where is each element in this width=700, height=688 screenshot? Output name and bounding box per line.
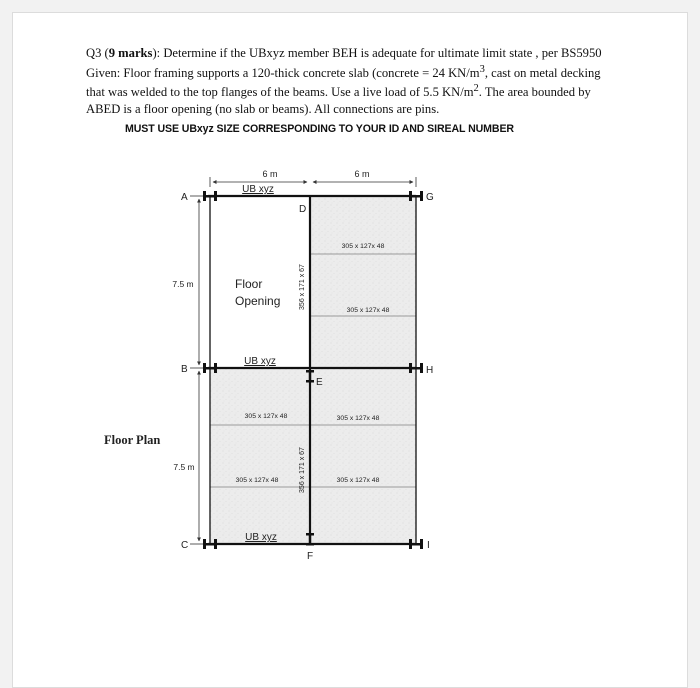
beam-cf-label: UB xyz [245, 532, 277, 543]
question-middle: , cast on metal decking that was welded to the top flanges of the beams. Use a live load of 5.5 KN/m [86, 65, 601, 100]
slab-area-dehg [310, 196, 416, 368]
point-b-label: B [181, 364, 188, 375]
superscript-2: 2 [473, 83, 479, 95]
point-h-label: H [426, 365, 434, 376]
point-f-label: F [307, 551, 314, 562]
joist-label: 305 x 127x 48 [244, 413, 288, 420]
point-c-label: C [181, 540, 189, 551]
point-g-label: G [426, 192, 434, 203]
beam-ad-label: UB xyz [242, 184, 274, 195]
question-number-close: ): [152, 46, 161, 60]
dimension-top-height: 7.5 m [172, 279, 194, 289]
point-d-label: D [299, 204, 307, 215]
girder-ef-label: 356 x 171 x 67 [299, 447, 306, 493]
superscript-3: 3 [479, 63, 485, 75]
joist-label: 305 x 127x 48 [235, 477, 279, 484]
question-number: Q3 ( [86, 46, 109, 60]
joist-label: 305 x 127x 48 [346, 307, 390, 314]
girder-de-label: 356 x 171 x 67 [299, 264, 306, 310]
point-e-label: E [316, 377, 323, 388]
question-marks: 9 marks [108, 46, 153, 60]
dimension-right-span: 6 m [354, 169, 370, 179]
dimension-left-span: 6 m [262, 169, 278, 179]
instruction-text: MUST USE UBxyz SIZE CORRESPONDING TO YOUR ID AND SIREAL NUMBER [125, 123, 514, 135]
question-end: . The area bounded by ABED is a floor opening (no slab or beams). All connections are pins. [86, 85, 591, 116]
floor-plan-label: Floor Plan [104, 433, 161, 447]
dimension-bottom-height: 7.5 m [173, 462, 195, 472]
joist-label: 305 x 127x 48 [336, 477, 380, 484]
beam-be-label: UB xyz [244, 356, 276, 367]
joist-label: 305 x 127x 48 [341, 243, 385, 250]
floor-opening-label-line1: Floor [235, 277, 263, 291]
point-i-label: I [427, 540, 430, 551]
point-a-label: A [181, 192, 188, 203]
floor-opening-label-line2: Opening [235, 294, 281, 308]
joist-label: 305 x 127x 48 [336, 415, 380, 422]
question-lead: Determine if the UBxyz member BEH is adequate for ultimate limit state , per BS5950 Given: Floor framing supports a 120-thick concrete slab (concrete = 24 KN/m [86, 46, 602, 80]
slab-area-bcih [210, 368, 416, 544]
